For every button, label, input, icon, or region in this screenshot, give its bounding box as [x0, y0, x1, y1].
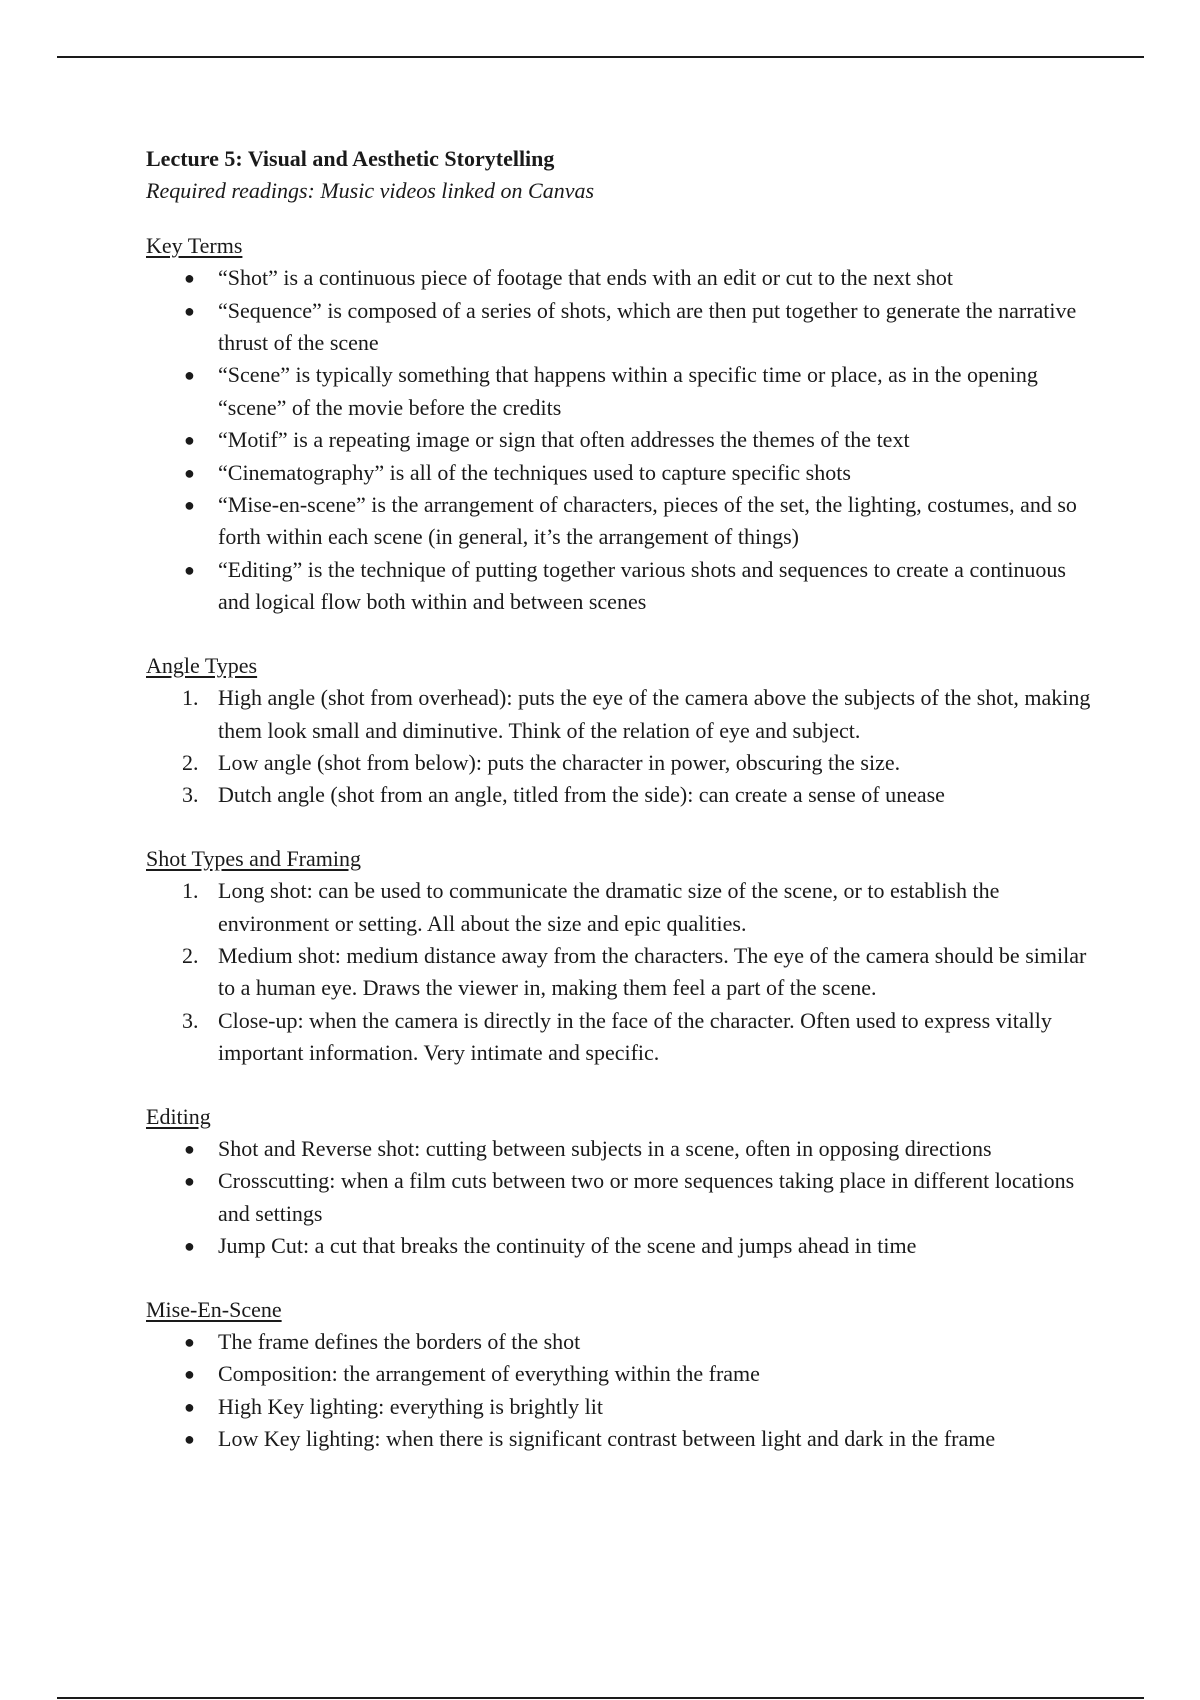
list-item: 2. Medium shot: medium distance away from the characters. The eye of the camera should be similar to a human eye. Draws the viewer in, making them feel a part of the scene.	[146, 940, 1096, 1005]
bottom-rule	[57, 1697, 1144, 1699]
list-number: 3.	[182, 782, 199, 808]
list-number: 3.	[182, 1007, 199, 1033]
document-subtitle: Required readings: Music videos linked on Canvas	[146, 178, 595, 204]
list-item: 3. Close-up: when the camera is directly in the face of the character. Often used to express vitally important information. Very intimate and specific.	[146, 1005, 1096, 1070]
bullet-icon: ●	[184, 559, 195, 580]
list-item: 3. Dutch angle (shot from an angle, titled from the side): can create a sense of unease	[146, 779, 1096, 811]
list-item: 2. Low angle (shot from below): puts the character in power, obscuring the size.	[146, 747, 1096, 779]
list-item: ● “Sequence” is composed of a series of shots, which are then put together to generate the narrative thrust of the scene	[146, 295, 1096, 360]
bullet-icon: ●	[184, 268, 195, 289]
list-item: ● Composition: the arrangement of everything within the frame	[146, 1358, 1096, 1390]
bullet-icon: ●	[184, 300, 195, 321]
list-number: 2.	[182, 749, 199, 775]
bullet-icon: ●	[184, 1364, 195, 1385]
list-item: ● The frame defines the borders of the shot	[146, 1326, 1096, 1358]
list-item: 1. High angle (shot from overhead): puts the eye of the camera above the subjects of the shot, making them look small and diminutive. Think of the relation of eye and subject.	[146, 682, 1096, 747]
bullet-icon: ●	[184, 462, 195, 483]
list-item: 1. Long shot: can be used to communicate the dramatic size of the scene, or to establish the environment or setting. All about the size and epic qualities.	[146, 875, 1096, 940]
mise-en-scene-list	[146, 1326, 1096, 1456]
editing-list	[146, 1133, 1096, 1263]
document-title: Lecture 5: Visual and Aesthetic Storytelling	[146, 146, 555, 171]
section-heading-key-terms: Key Terms	[146, 232, 243, 258]
section-heading-shot-types: Shot Types and Framing	[146, 845, 361, 871]
bullet-icon: ●	[184, 1332, 195, 1352]
list-number: 2.	[182, 942, 199, 968]
list-number: 1.	[182, 685, 199, 711]
bullet-icon: ●	[184, 365, 195, 386]
list-item: ● Crosscutting: when a film cuts between two or more sequences taking place in different locations and settings	[146, 1165, 1096, 1230]
section-heading-editing: Editing	[146, 1103, 211, 1129]
bullet-icon: ●	[184, 430, 195, 451]
list-item: ● “Shot” is a continuous piece of footage that ends with an edit or cut to the next shot	[146, 262, 1096, 294]
list-item: ● “Mise-en-scene” is the arrangement of characters, pieces of the set, the lighting, costumes, and so forth within each scene (in general, it’s the arrangement of things)	[146, 489, 1096, 554]
bullet-icon: ●	[184, 1236, 195, 1257]
bullet-icon: ●	[184, 1138, 195, 1159]
bullet-icon: ●	[184, 1429, 195, 1450]
bullet-icon: ●	[184, 1396, 195, 1417]
bullet-icon: ●	[184, 495, 195, 516]
bullet-icon: ●	[184, 1171, 195, 1192]
list-number: 1.	[182, 878, 199, 904]
list-item: ● “Scene” is typically something that happens within a specific time or place, as in the opening “scene” of the movie before the credits	[146, 359, 1096, 424]
angle-types-list	[146, 682, 1096, 812]
list-item: ● “Motif” is a repeating image or sign that often addresses the themes of the text	[146, 424, 1096, 456]
list-item: ● High Key lighting: everything is brightly lit	[146, 1391, 1096, 1423]
list-item: ● Shot and Reverse shot: cutting between subjects in a scene, often in opposing directions	[146, 1133, 1096, 1165]
key-terms-list	[146, 262, 1096, 618]
shot-types-list	[146, 875, 1096, 1069]
list-item: ● Low Key lighting: when there is significant contrast between light and dark in the frame	[146, 1423, 1096, 1455]
list-item: ● “Cinematography” is all of the techniques used to capture specific shots	[146, 457, 1096, 489]
list-item: ● Jump Cut: a cut that breaks the continuity of the scene and jumps ahead in time	[146, 1230, 1096, 1262]
section-heading-angle-types: Angle Types	[146, 652, 258, 678]
top-rule	[57, 56, 1144, 58]
document-body	[146, 143, 1096, 1487]
section-heading-mise-en-scene: Mise-En-Scene	[146, 1296, 282, 1322]
list-item: ● “Editing” is the technique of putting together various shots and sequences to create a continuous and logical flow both within and between scenes	[146, 554, 1096, 619]
